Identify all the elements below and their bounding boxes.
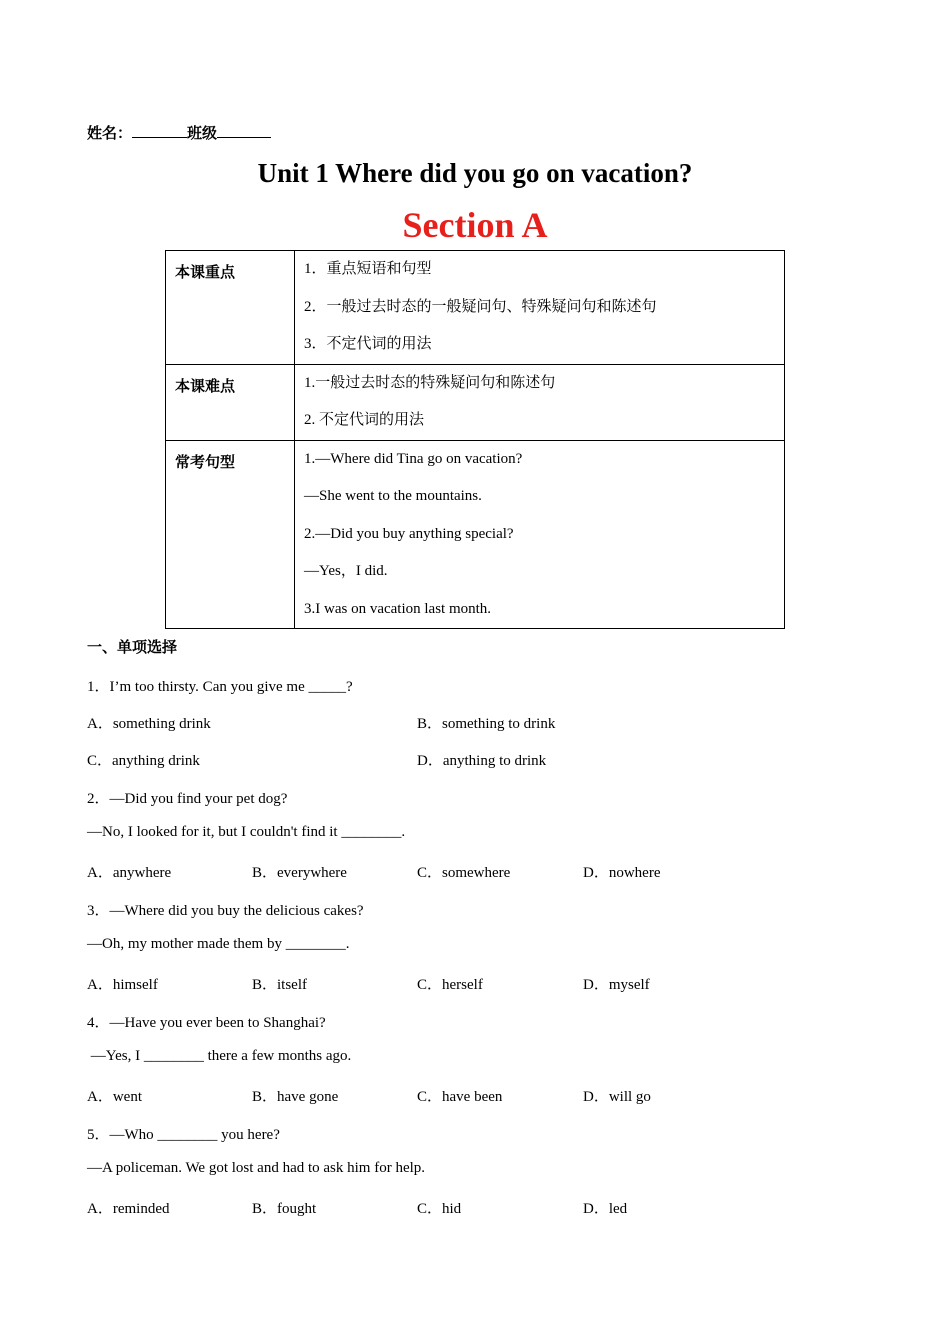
content-line: 1.—Where did Tina go on vacation? bbox=[304, 450, 523, 467]
student-info-line bbox=[87, 122, 271, 143]
question-2-option-c[interactable]: C．somewhere bbox=[417, 865, 511, 881]
question-2-option-a[interactable]: A．anywhere bbox=[87, 865, 172, 881]
content-line: 2.—Did you buy anything special? bbox=[304, 525, 514, 542]
question-1-option-b[interactable]: B．something to drink bbox=[417, 716, 556, 732]
question-1-option-c[interactable]: C．anything drink bbox=[87, 753, 200, 769]
question-4-option-d[interactable]: D．will go bbox=[583, 1089, 651, 1105]
question-5-option-a[interactable]: A．reminded bbox=[87, 1201, 170, 1217]
question-1-stem: 1．I’m too thirsty. Can you give me _____? bbox=[87, 679, 353, 695]
question-3-option-a[interactable]: A．himself bbox=[87, 977, 158, 993]
section-title: Section A bbox=[402, 205, 548, 245]
question-3-option-d[interactable]: D．myself bbox=[583, 977, 650, 993]
question-1-option-a[interactable]: A．something drink bbox=[87, 716, 211, 732]
content-line: 1．重点短语和句型 bbox=[304, 261, 432, 277]
question-5-stem: 5．—Who ________ you here? bbox=[87, 1127, 280, 1143]
table-row bbox=[166, 440, 785, 629]
row-content bbox=[295, 364, 785, 440]
question-3-response: —Oh, my mother made them by ________. bbox=[87, 936, 350, 952]
question-5-option-b[interactable]: B．fought bbox=[252, 1201, 317, 1217]
question-2-response: —No, I looked for it, but I couldn't find it ________. bbox=[87, 824, 406, 840]
unit-title: Unit 1 Where did you go on vacation? bbox=[257, 158, 693, 188]
question-5-option-d[interactable]: D．led bbox=[583, 1201, 628, 1217]
name-label: 姓名： bbox=[87, 124, 133, 142]
question-1-option-d[interactable]: D．anything to drink bbox=[417, 753, 547, 769]
row-label: 本课难点 bbox=[166, 364, 295, 440]
content-line: 1.一般过去时态的特殊疑问句和陈述句 bbox=[304, 374, 556, 391]
question-4-option-a[interactable]: A．went bbox=[87, 1089, 142, 1105]
question-4-option-b[interactable]: B．have gone bbox=[252, 1089, 339, 1105]
question-5-option-c[interactable]: C．hid bbox=[417, 1201, 462, 1217]
row-label: 本课重点 bbox=[166, 251, 295, 365]
question-5-response: —A policeman. We got lost and had to ask him for help. bbox=[87, 1160, 426, 1176]
content-line: 3.I was on vacation last month. bbox=[304, 600, 492, 617]
table-row bbox=[166, 364, 785, 440]
exercise-heading: 一、单项选择 bbox=[87, 638, 178, 656]
question-4-stem: 4．—Have you ever been to Shanghai? bbox=[87, 1015, 326, 1031]
class-blank[interactable] bbox=[217, 123, 271, 138]
content-line: —She went to the mountains. bbox=[304, 488, 482, 504]
content-line: 3．不定代词的用法 bbox=[304, 336, 432, 352]
name-blank[interactable] bbox=[132, 123, 187, 138]
question-3-option-b[interactable]: B．itself bbox=[252, 977, 307, 993]
content-line: 2. 不定代词的用法 bbox=[304, 412, 425, 428]
table-row bbox=[166, 251, 785, 365]
question-2-stem: 2．—Did you find your pet dog? bbox=[87, 791, 288, 807]
row-content bbox=[295, 440, 785, 629]
content-line: 2．一般过去时态的一般疑问句、特殊疑问句和陈述句 bbox=[304, 298, 657, 315]
question-3-option-c[interactable]: C．herself bbox=[417, 977, 483, 993]
question-2-option-b[interactable]: B．everywhere bbox=[252, 865, 347, 881]
question-4-response: —Yes, I ________ there a few months ago. bbox=[87, 1048, 352, 1064]
row-content bbox=[295, 251, 785, 365]
question-3-stem: 3．—Where did you buy the delicious cakes? bbox=[87, 903, 364, 919]
class-label: 班级 bbox=[187, 124, 218, 142]
question-4-option-c[interactable]: C．have been bbox=[417, 1089, 503, 1105]
content-line: —Yes，I did. bbox=[304, 563, 388, 579]
question-2-option-d[interactable]: D．nowhere bbox=[583, 865, 661, 881]
keypoints-table bbox=[165, 250, 785, 629]
row-label: 常考句型 bbox=[166, 440, 295, 629]
